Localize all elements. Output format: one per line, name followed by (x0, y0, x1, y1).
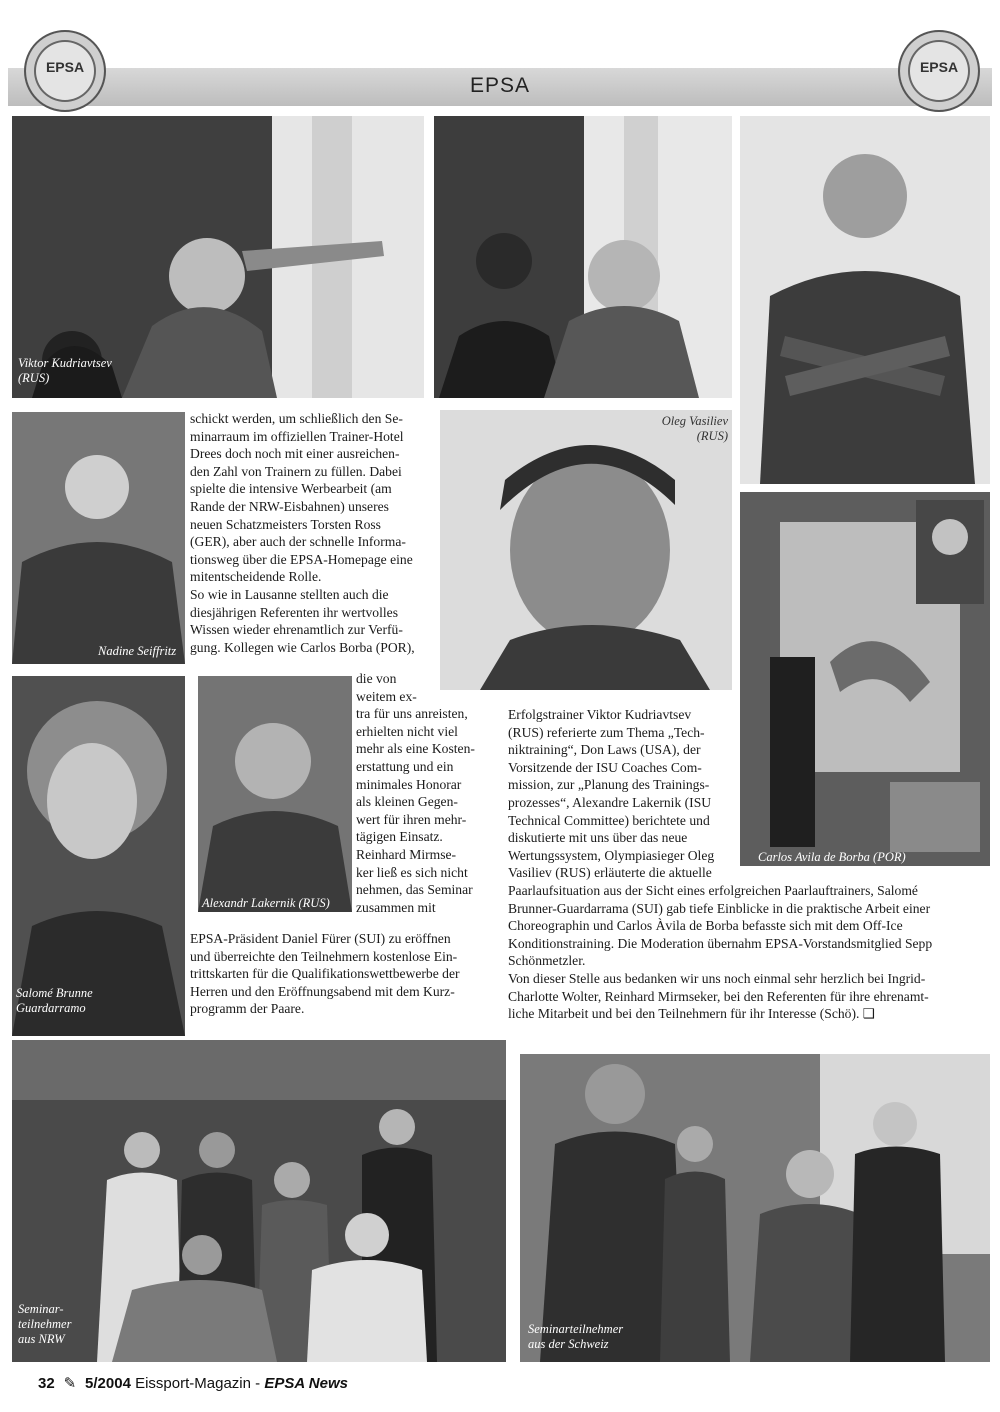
caption-vasiliev: Oleg Vasiliev (RUS) (661, 414, 728, 443)
magazine-name: Eissport-Magazin - (135, 1375, 265, 1392)
article-column-bottom: EPSA-Präsident Daniel Fürer (SUI) zu eröffnen und überreichte den Teilnehmern kostenlose Ein- trittskarten für die Qualifikationswettbewerbe der Herren und den Eröffnungsabend mit dem Kurz- programm der Paare. (190, 931, 460, 1017)
epsa-logo-right: EPSA (898, 30, 980, 112)
caption-lakernik: Alexandr Lakernik (RUS) (202, 896, 330, 910)
caption-seminar-schweiz: Seminarteilnehmer aus der Schweiz (528, 1322, 624, 1351)
photo-vasiliev-1 (740, 116, 990, 484)
photo-seminar-nrw (12, 1040, 506, 1362)
photo-seminar-schweiz (520, 1054, 990, 1362)
caption-kudriavtsev: Viktor Kudriavtsev (RUS) (18, 356, 112, 385)
photo-kudriavtsev-1 (12, 116, 424, 398)
photo-borba (740, 492, 990, 866)
article-column-right: Erfolgstrainer Viktor Kudriavtsev (RUS) referierte zum Thema „Tech- niktraining“, Don Laws (USA), der Vorsitzende der ISU Coaches Com- mission, zur „Planung des Trainings- prozesses“, Alexandre Lakernik (ISU Technical Committee) berichtete und diskutierte mit uns über das neue Wertungssystem, Olympiasieger Oleg Vasiliev (RUS) erläuterte die aktuelle (508, 707, 715, 881)
caption-borba: Carlos Avila de Borba (POR) (758, 850, 906, 864)
caption-seiffritz: Nadine Seiffritz (98, 644, 177, 658)
caption-seminar-nrw: Seminar- teilnehmer aus NRW (18, 1302, 72, 1346)
section-name: EPSA News (264, 1375, 348, 1392)
article-column-wide: Paarlaufsituation aus der Sicht eines erfolgreichen Paarlauftrainers, Salomé Brunner-Guardarrama (SUI) gab tiefe Einblicke in die praktische Arbeit einer Choreographin und Carlos Àvila de Borba befasste sich mit dem Off-Ice Konditionstraining. Die Moderation übernahm EPSA-Vorstandsmitglied Sepp Schönmetzler. Von dieser Stelle aus bedanken wir uns noch einmal sehr herzlich bei Ingrid- Charlotte Wolter, Reinhard Mirmseker, bei den Referenten für ihre ehrenamt- liche Mitarbeit und bei den Teilnehmern für ihr Interesse (Schö). ❑ (508, 883, 933, 1022)
footer (38, 1374, 348, 1392)
magazine-logo-icon: ✎ (63, 1375, 77, 1392)
page-number: 32 (38, 1375, 55, 1392)
photo-brunner (12, 676, 185, 1036)
photo-vasiliev-2 (440, 410, 732, 690)
caption-brunner: Salomé Brunne Guardarramo (16, 986, 93, 1015)
photo-kudriavtsev-2 (434, 116, 732, 398)
epsa-logo-left: EPSA (24, 30, 106, 112)
article-column-top: schickt werden, um schließlich den Se- minarraum im offiziellen Trainer-Hotel Drees doch noch mit einer ausreichen- den Zahl von Trainern zu füllen. Dabei spielte die intensive Werbearbeit (am Rande der NRW-Eisbahnen) unseres neuen Schatzmeisters Torsten Ross (GER), aber auch der schnelle Informa- tionsweg über die EPSA-Homepage eine mitentscheidende Rolle. So wie in Lausanne stellten auch die diesjährigen Referenten ihr wertvolles Wissen wieder ehrenamtlich zur Verfü- gung. Kollegen wie Carlos Borba (POR), (190, 411, 415, 655)
photo-seiffritz (12, 412, 185, 664)
article-column-narrow: die von weitem ex- tra für uns anreisten, erhielten nicht viel mehr als eine Kosten- erstattung und ein minimales Honorar als kleinen Gegen- wert für ihren mehr- tägigen Einsatz. Reinhard Mirmse- ker ließ es sich nicht nehmen, das Seminar zusammen mit (356, 671, 475, 915)
photo-lakernik (198, 676, 352, 912)
issue-number: 5/2004 (85, 1375, 131, 1392)
page-title: EPSA (469, 74, 531, 97)
